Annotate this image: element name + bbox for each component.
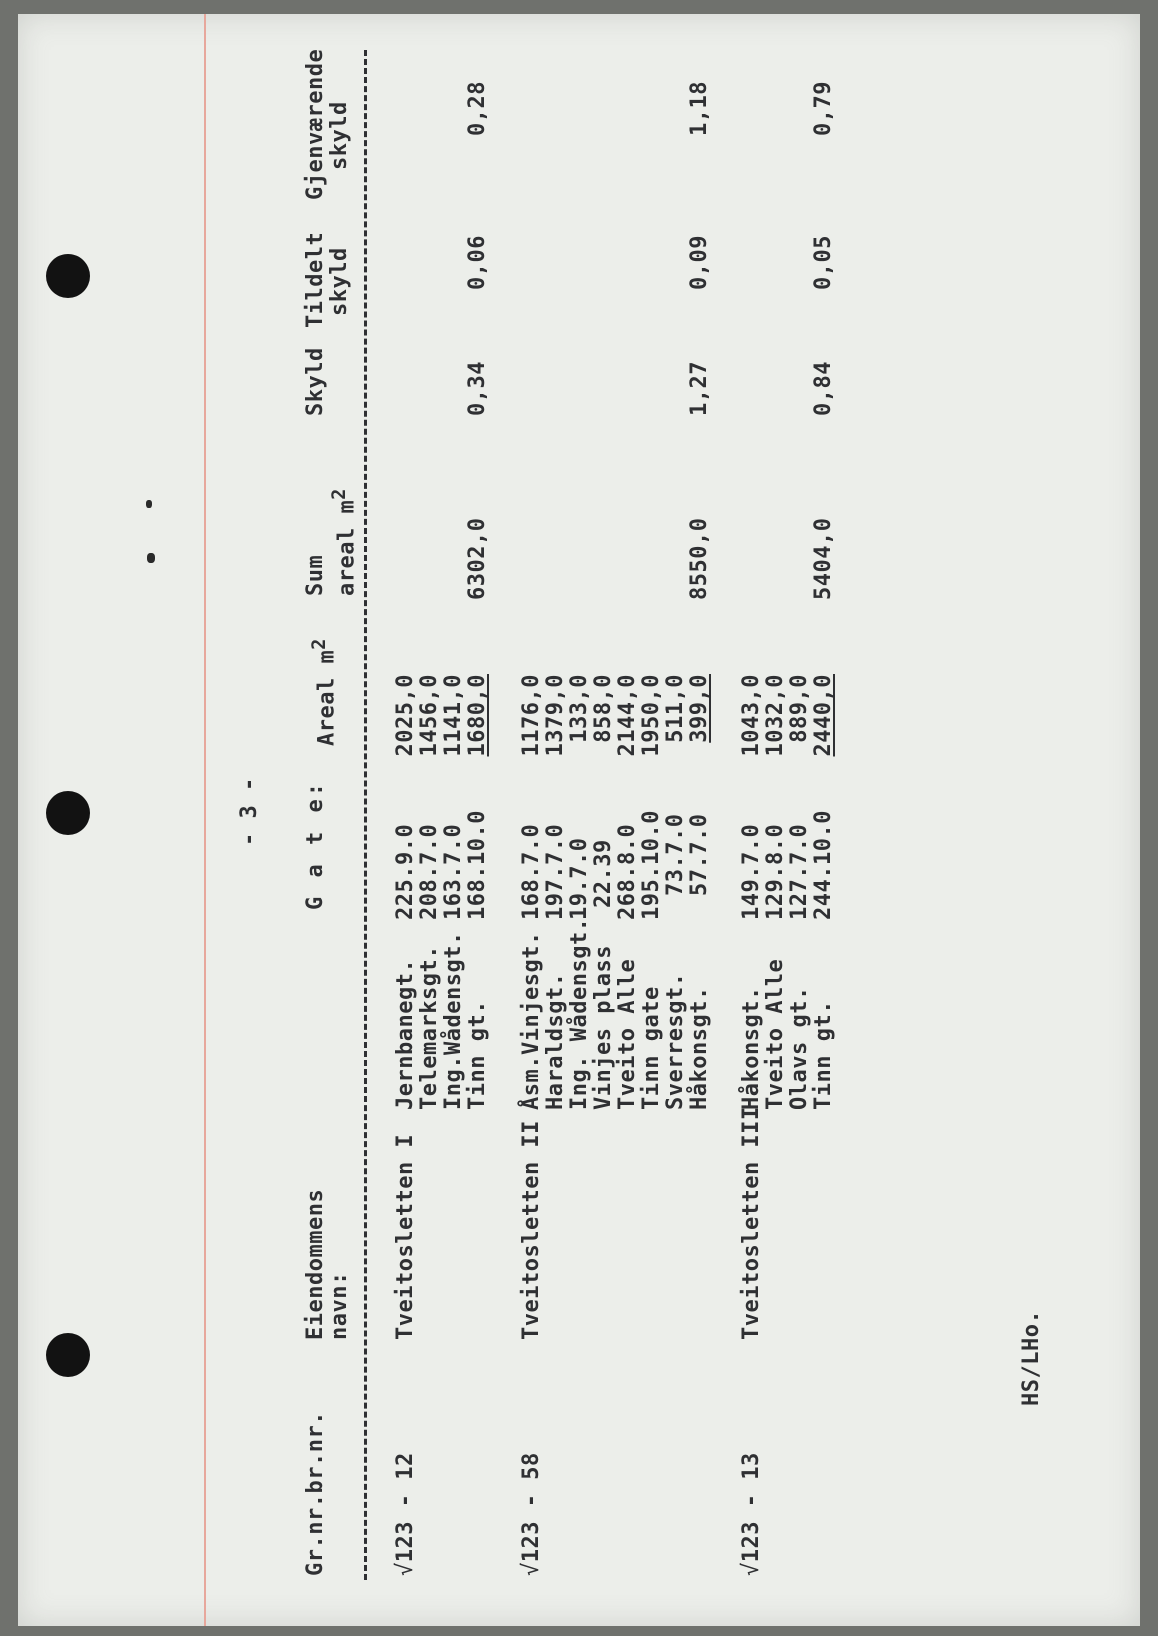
page-number: - 3 - xyxy=(237,777,262,846)
header-skyld: Skyld xyxy=(303,347,328,416)
code: 163.7.0 xyxy=(441,823,466,920)
code: 208.7.0 xyxy=(417,823,442,920)
property-name: Tveitosletten II xyxy=(519,1120,544,1340)
code: 268.8.0 xyxy=(615,823,640,920)
street: Åsm.Vinjesgt. xyxy=(519,931,544,1110)
area: 1043,0 xyxy=(739,674,764,757)
property-name: Tveitosletten I xyxy=(393,1133,418,1340)
header-sum-text: areal m xyxy=(334,499,360,596)
code: 19.7.0 xyxy=(567,837,592,920)
grnr xyxy=(520,1452,544,1576)
street: Jernbanegt. xyxy=(393,958,418,1110)
header-rule xyxy=(364,50,367,1580)
street: Haraldsgt. xyxy=(543,972,568,1110)
header-areal xyxy=(308,638,339,746)
header-areal-text: Areal m xyxy=(314,649,340,746)
area: 2144,0 xyxy=(615,674,640,757)
checkmark: √ xyxy=(519,1562,544,1576)
street: Håkonsgt. xyxy=(739,986,764,1110)
header-sum-sup: 2 xyxy=(329,488,350,500)
grnr xyxy=(394,1452,418,1576)
header-gate: G a t e: xyxy=(303,780,328,910)
header-eiendom-2: navn: xyxy=(327,1271,352,1340)
checkmark: √ xyxy=(393,1562,418,1576)
grnr-value: 123 - 58 xyxy=(519,1452,544,1563)
area-last: 2440,0 xyxy=(811,674,836,757)
street: Ing. Wådensgt. xyxy=(567,917,592,1110)
area: 1176,0 xyxy=(519,674,544,757)
code: 244.10.0 xyxy=(811,810,836,920)
code: 197.7.0 xyxy=(543,823,568,920)
street: Olavs gt. xyxy=(787,986,812,1110)
area: 1032,0 xyxy=(763,674,788,757)
code: 195.10.0 xyxy=(639,810,664,920)
sum-area: 5404,0 xyxy=(811,517,836,600)
area: 1379,0 xyxy=(543,674,568,757)
tildelt-skyld: 0,09 xyxy=(687,235,712,290)
grnr xyxy=(740,1452,764,1576)
street: Vinjes plass xyxy=(591,945,616,1110)
area: 1141,0 xyxy=(441,674,466,757)
skyld: 1,27 xyxy=(687,361,712,416)
checkmark: √ xyxy=(739,1562,764,1576)
skyld: 0,34 xyxy=(465,361,490,416)
area: 858,0 xyxy=(591,674,616,743)
street: Tveito Alle xyxy=(615,958,640,1110)
street: Håkonsgt. xyxy=(687,986,712,1110)
header-gjenv-1: Gjenværende xyxy=(303,48,328,200)
header-gjenv-2: skyld xyxy=(327,101,352,170)
area: 889,0 xyxy=(787,674,812,743)
code: 57.7.0 xyxy=(687,813,712,896)
header-areal-sup: 2 xyxy=(309,638,330,650)
street: Telemarksgt. xyxy=(417,945,442,1110)
street: Tinn gt. xyxy=(465,1000,490,1110)
grnr-value: 123 - 12 xyxy=(393,1452,418,1563)
code: 168.7.0 xyxy=(519,823,544,920)
area: 2025,0 xyxy=(393,674,418,757)
sum-area: 6302,0 xyxy=(465,517,490,600)
header-sum-1: Sum xyxy=(303,554,328,596)
code: 127.7.0 xyxy=(787,823,812,920)
header-eiendom-1: Eiendommens xyxy=(303,1188,328,1340)
street: Tveito Alle xyxy=(763,958,788,1110)
code: 225.9.0 xyxy=(393,823,418,920)
code: 149.7.0 xyxy=(739,823,764,920)
initials: HS/LHo. xyxy=(1019,1309,1044,1406)
header-grnr: Gr.nr.br.nr. xyxy=(303,1411,328,1576)
code: 73.7.0 xyxy=(663,813,688,896)
property-name: Tveitosletten III xyxy=(739,1106,764,1340)
skyld: 0,84 xyxy=(811,361,836,416)
header-tildelt-1: Tildelt xyxy=(303,231,328,328)
code: 129.8.0 xyxy=(763,823,788,920)
gjenv-skyld: 1,18 xyxy=(687,81,712,136)
street: Ing.Wådensgt. xyxy=(441,931,466,1110)
tildelt-skyld: 0,06 xyxy=(465,235,490,290)
gjenv-skyld: 0,79 xyxy=(811,81,836,136)
tildelt-skyld: 0,05 xyxy=(811,235,836,290)
street: Tinn gt. xyxy=(811,1000,836,1110)
code: 22.39 xyxy=(591,839,616,908)
gjenv-skyld: 0,28 xyxy=(465,81,490,136)
area: 1950,0 xyxy=(639,674,664,757)
header-sum-2 xyxy=(328,488,359,596)
header-tildelt-2: skyld xyxy=(327,247,352,316)
street: Tinn gate xyxy=(639,986,664,1110)
street: Sverresgt. xyxy=(663,972,688,1110)
area-last: 399,0 xyxy=(687,674,712,743)
area: 511,0 xyxy=(663,674,688,743)
area: 1456,0 xyxy=(417,674,442,757)
area: 133,0 xyxy=(567,674,592,743)
area-last: 1680,0 xyxy=(465,674,490,757)
code: 168.10.0 xyxy=(465,810,490,920)
sum-area: 8550,0 xyxy=(687,517,712,600)
grnr-value: 123 - 13 xyxy=(739,1452,764,1563)
